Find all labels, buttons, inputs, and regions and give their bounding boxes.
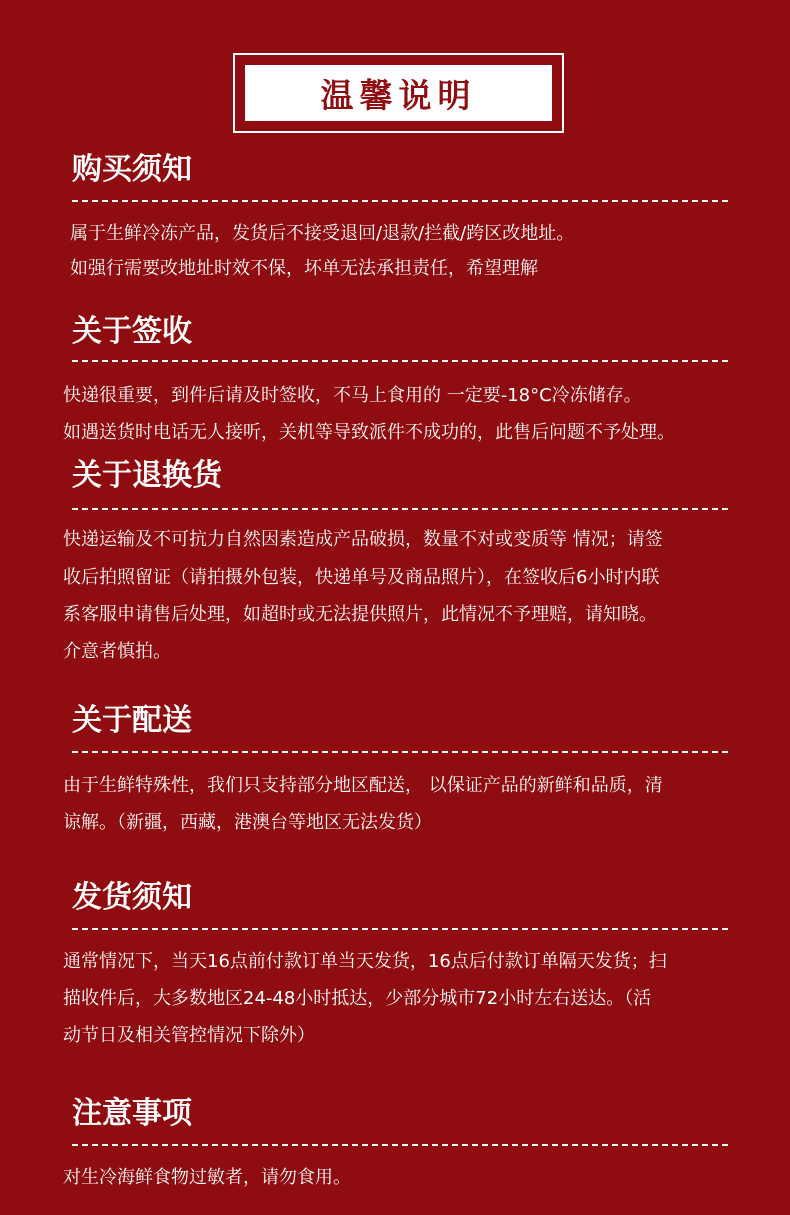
section-text-line: 系客服申请售后处理，如超时或无法提供照片，此情况不予理赔，请知晓。 [63, 604, 657, 625]
section-text-line: 谅解。（新疆，西藏，港澳台等地区无法发货） [63, 812, 432, 833]
dashed-divider [72, 508, 728, 510]
dashed-divider [72, 200, 728, 202]
dashed-divider [72, 751, 728, 753]
section-text-line: 对生冷海鲜食物过敏者，请勿食用。 [63, 1167, 351, 1188]
section-text-line: 介意者慎拍。 [63, 641, 171, 662]
section-text-line: 通常情况下，当天16点前付款订单当天发货，16点后付款订单隔天发货；扫 [63, 951, 667, 972]
title-box [245, 65, 552, 121]
page-title: 温馨说明 [320, 75, 477, 115]
section-text-line: 快递运输及不可抗力自然因素造成产品破损，数量不对或变质等 情况；请签 [63, 529, 663, 550]
section-text-line: 描收件后，大多数地区24-48小时抵达，少部分城市72小时左右送达。（活 [63, 988, 652, 1009]
section-heading: 关于签收 [72, 314, 192, 349]
section-heading: 注意事项 [72, 1096, 192, 1131]
title-frame [233, 53, 564, 133]
section-heading: 关于退换货 [72, 458, 222, 493]
dashed-divider [72, 1144, 728, 1146]
section-text-line: 属于生鲜冷冻产品，发货后不接受退回/退款/拦截/跨区改地址。 [70, 223, 575, 244]
section-text-line: 收后拍照留证（请拍摄外包装，快递单号及商品照片），在签收后6小时内联 [63, 567, 660, 588]
section-text-line: 由于生鲜特殊性，我们只支持部分地区配送， 以保证产品的新鲜和品质，清 [63, 775, 663, 796]
section-heading: 发货须知 [72, 880, 192, 915]
section-text-line: 如遇送货时电话无人接听，关机等导致派件不成功的，此售后问题不予处理。 [63, 422, 675, 443]
section-text-line: 如强行需要改地址时效不保，坏单无法承担责任，希望理解 [70, 258, 538, 279]
dashed-divider [72, 360, 728, 362]
dashed-divider [72, 928, 728, 930]
section-heading: 购买须知 [72, 152, 192, 187]
section-text-line: 动节日及相关管控情况下除外） [63, 1025, 315, 1046]
section-heading: 关于配送 [72, 703, 192, 738]
section-text-line: 快递很重要，到件后请及时签收，不马上食用的 一定要-18°C冷冻储存。 [63, 385, 642, 406]
